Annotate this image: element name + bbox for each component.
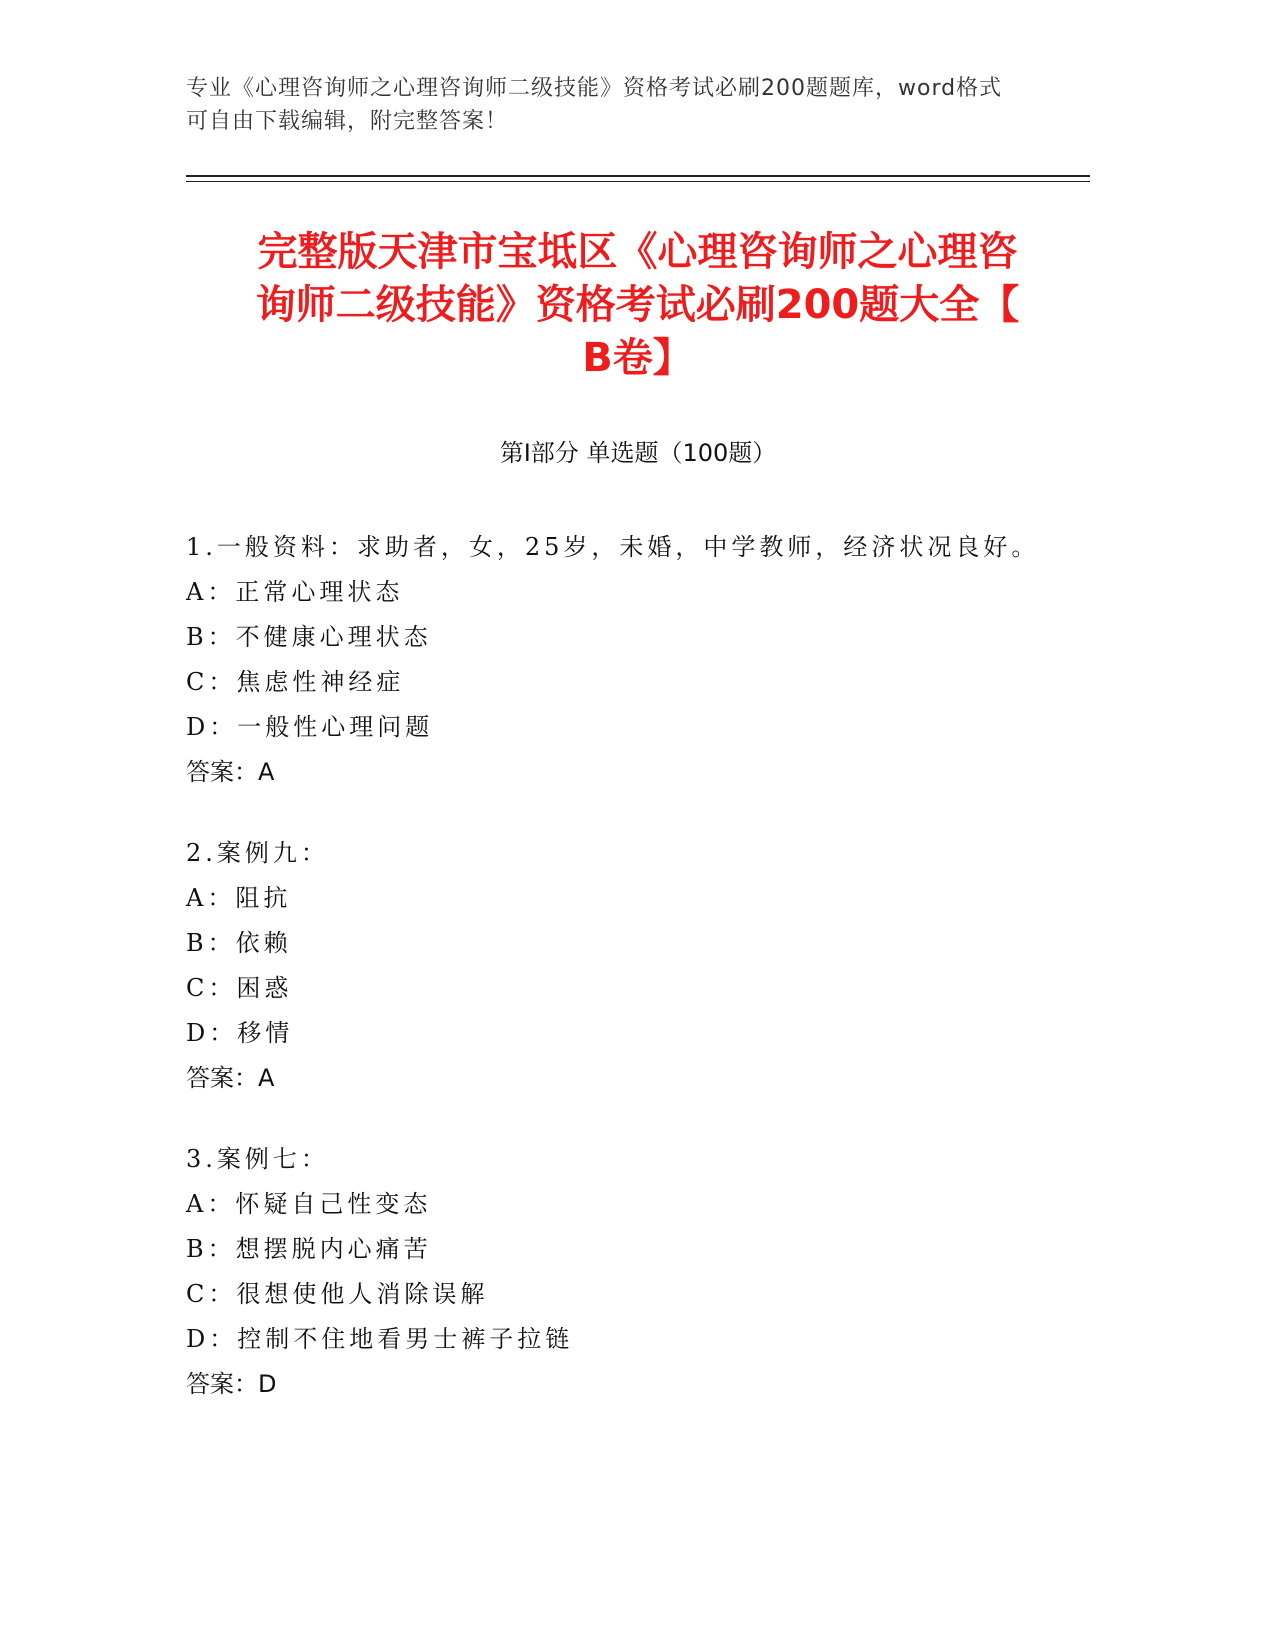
answer: 答案：A xyxy=(186,758,275,786)
question-1 xyxy=(186,525,1090,795)
header-divider-thin xyxy=(186,181,1090,182)
header-note-line-2: 可自由下载编辑，附完整答案！ xyxy=(186,109,509,134)
question-list xyxy=(186,525,1090,1443)
question-2 xyxy=(186,831,1090,1101)
header-note-line-1: 专业《心理咨询师之心理咨询师二级技能》资格考试必刷200题题库，word格式 xyxy=(186,76,1003,101)
document-title xyxy=(160,226,1115,385)
option-a: A：阻抗 xyxy=(186,884,292,912)
section-title: 第Ⅰ部分 单选题（100题） xyxy=(499,439,777,467)
question-stem: 2.案例九： xyxy=(186,839,329,867)
document-title-line-3: B卷】 xyxy=(582,335,693,381)
option-c: C：很想使他人消除误解 xyxy=(186,1280,489,1308)
option-b: B：想摆脱内心痛苦 xyxy=(186,1235,432,1263)
question-stem: 3.案例七： xyxy=(186,1145,329,1173)
option-a: A：怀疑自己性变态 xyxy=(186,1190,432,1218)
document-title-line-1: 完整版天津市宝坻区《心理咨询师之心理咨 xyxy=(257,229,1018,275)
option-b: B：依赖 xyxy=(186,929,292,957)
option-d: D：一般性心理问题 xyxy=(186,713,434,741)
answer: 答案：D xyxy=(186,1370,277,1398)
option-b: B：不健康心理状态 xyxy=(186,623,432,651)
question-stem: 1.一般资料：求助者，女，25岁，未婚，中学教师，经济状况良好。 xyxy=(186,533,1040,561)
option-c: C：焦虑性神经症 xyxy=(186,668,405,696)
option-c: C：困惑 xyxy=(186,974,293,1002)
answer: 答案：A xyxy=(186,1064,275,1092)
question-3 xyxy=(186,1137,1090,1407)
option-d: D：移情 xyxy=(186,1019,294,1047)
header-note xyxy=(186,72,1086,138)
option-a: A：正常心理状态 xyxy=(186,578,404,606)
option-d: D：控制不住地看男士裤子拉链 xyxy=(186,1325,574,1353)
document-title-line-2: 询师二级技能》资格考试必刷200题大全【 xyxy=(255,282,1020,328)
header-divider-thick xyxy=(186,175,1090,177)
